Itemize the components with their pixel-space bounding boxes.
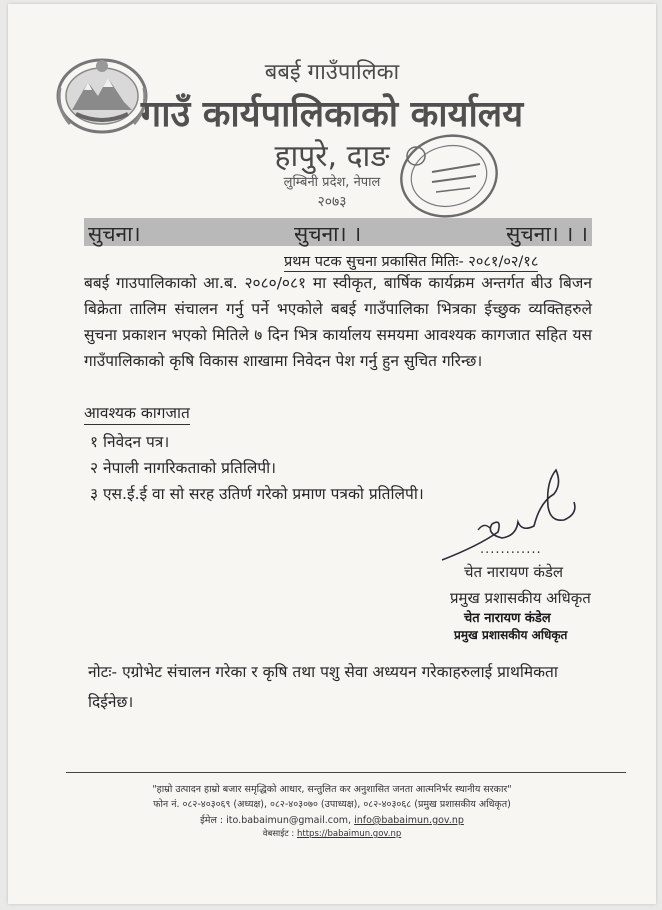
notice-document: [8, 4, 656, 904]
requirement-item: ३ एस.ई.ई वा सो सरह उतिर्ण गरेको प्रमाण पत्रको प्रतिलिपी।: [90, 485, 424, 503]
footer-motto: "हाम्रो उत्पादन हाम्रो बजार समृद्धिको आधार, सन्तुलित कर अनुशासित जनता आत्मनिर्भर स्थानीय सरकार": [152, 784, 512, 795]
office-stamp-icon: [394, 128, 504, 224]
seal-title: प्रमुख प्रशासकीय अधिकृत: [454, 628, 568, 642]
footer-divider: [66, 772, 626, 773]
email-label: ईमेल :: [200, 815, 224, 826]
email-link-secondary[interactable]: info@babaimun.gov.np: [354, 815, 464, 826]
notice-label-left: सुचना।: [88, 222, 141, 246]
requirements-heading: आवश्यक कागजात: [84, 402, 190, 425]
email-link-primary[interactable]: ito.babaimun@gmail.com,: [226, 815, 352, 826]
requirement-item: १ निवेदन पत्र।: [90, 433, 170, 451]
notice-banner: [84, 218, 592, 246]
notice-label-center: सुचना। ।: [294, 222, 362, 246]
requirement-item: २ नेपाली नागरिकताको प्रतिलिपी।: [90, 459, 277, 477]
year-label: २०७३: [317, 194, 347, 210]
office-title: गाउँ कार्यपालिकाको कार्यालय: [140, 94, 524, 135]
website-label: वेबसाईट :: [262, 829, 295, 839]
signature-line: ............: [480, 542, 542, 557]
notice-body: बबई गाउपालिकाको आ.ब. २०८०/०८१ मा स्वीकृत, बार्षिक कार्यक्रम अन्तर्गत बीउ बिजन बिक्रेता तालिम संचालन गर्नु पर्ने भएकोले बबई गाउँपालिका भित्रका ईच्छुक व्यक्तिहरुले सुचना प्रकाशन भएको मितिले ७ दिन भित्र कार्यालय समयमा आवश्यक कागजात सहित यस गाउँपालिकाको कृषि विकास शाखामा निवेदन पेश गर्नु हुन सुचित गरिन्छ।: [84, 274, 592, 370]
notice-label-right: सुचना। । ।: [506, 222, 588, 246]
footer-email: [8, 813, 656, 826]
seal-name: चेत नारायण कंडेल: [464, 611, 551, 626]
footer-website: [8, 828, 656, 839]
province-label: लुम्बिनी प्रदेश, नेपाल: [283, 175, 381, 190]
signatory-name: चेत नारायण कंडेल: [464, 563, 564, 581]
municipality-name: बबई गाउँपालिका: [264, 60, 400, 85]
note-text: नोटः- एग्रोभेट संचालन गरेका र कृषि तथा पशु सेवा अध्ययन गरेकाहरुलाई प्राथमिकता दिईनेछ।: [88, 663, 558, 711]
office-location: हापुरे, दाङ: [274, 139, 390, 174]
website-link[interactable]: https://babaimun.gov.np: [297, 829, 402, 839]
published-date: प्रथम पटक सुचना प्रकासित मितिः- २०८१/०२/१८: [284, 251, 538, 272]
footer-phone: फोन नं. ०८२-४०३०६९ (अध्यक्ष), ०८२-४०३०७० (उपाध्यक्ष), ०८२-४०३०६८ (प्रमुख प्रशासकीय अधिकृत): [153, 799, 511, 810]
signatory-title: प्रमुख प्रशासकीय अधिकृत: [450, 589, 591, 607]
